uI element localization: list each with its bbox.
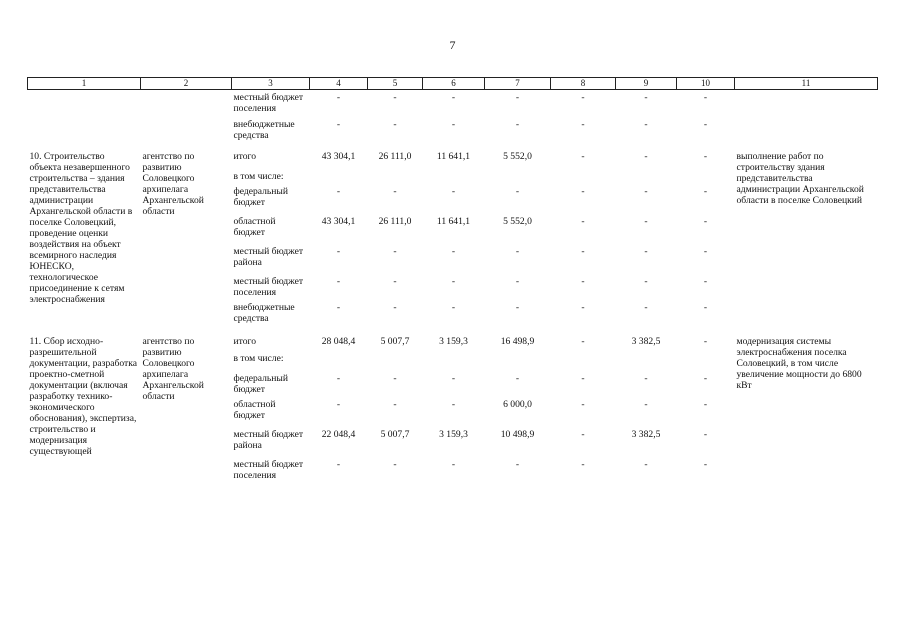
value-cell: - bbox=[336, 459, 341, 470]
funding-source: итого bbox=[233, 151, 256, 162]
funding-source: местный бюджет района bbox=[233, 429, 304, 451]
value-cell: 43 304,1 bbox=[321, 151, 356, 162]
funding-source: в том числе: bbox=[233, 353, 284, 364]
column-header: 5 bbox=[368, 78, 423, 90]
value-cell: - bbox=[644, 246, 648, 257]
table-row bbox=[28, 90, 878, 115]
funding-source: итого bbox=[233, 336, 256, 347]
value-cell: - bbox=[644, 276, 648, 287]
value-cell: - bbox=[393, 373, 397, 384]
value-cell: - bbox=[451, 399, 456, 410]
value-cell: - bbox=[515, 186, 520, 197]
responsible-agency: агентство по развитию Соловецкого архипелага Архангельской области bbox=[142, 151, 204, 217]
value-cell: - bbox=[393, 186, 397, 197]
project-name: 11. Сбор исходно-разрешительной документации, разработка проектно-сметной документации (включая разработку технико-экономического обоснования), экспертиза, строительство и модернизация существующей bbox=[29, 336, 138, 457]
value-cell: - bbox=[451, 186, 456, 197]
value-cell: - bbox=[703, 336, 708, 347]
value-cell: - bbox=[451, 459, 456, 470]
value-cell: 11 641,1 bbox=[436, 151, 471, 162]
value-cell: - bbox=[644, 302, 648, 313]
value-cell: - bbox=[644, 373, 648, 384]
value-cell: - bbox=[644, 92, 648, 103]
value-cell: - bbox=[451, 92, 456, 103]
value-cell: - bbox=[515, 276, 520, 287]
value-cell: 22 048,4 bbox=[321, 429, 356, 440]
value-cell: - bbox=[703, 373, 708, 384]
value-cell: 10 498,9 bbox=[500, 429, 535, 440]
funding-source: федеральный бюджет bbox=[233, 373, 289, 395]
value-cell: - bbox=[515, 373, 520, 384]
funding-source: внебюджетные средства bbox=[233, 119, 295, 141]
column-header: 6 bbox=[423, 78, 485, 90]
value-cell: - bbox=[581, 216, 585, 227]
value-cell: - bbox=[336, 119, 341, 130]
program-table bbox=[27, 77, 878, 481]
value-cell: - bbox=[393, 399, 397, 410]
value-cell: - bbox=[703, 246, 708, 257]
value-cell: - bbox=[393, 459, 397, 470]
value-cell: - bbox=[451, 119, 456, 130]
column-header: 10 bbox=[677, 78, 735, 90]
value-cell: 6 000,0 bbox=[503, 399, 532, 410]
value-cell: 3 382,5 bbox=[631, 429, 661, 440]
value-cell: 5 552,0 bbox=[503, 216, 532, 227]
value-cell: 28 048,4 bbox=[321, 336, 356, 347]
value-cell: 5 007,7 bbox=[380, 429, 410, 440]
funding-source: местный бюджет поселения bbox=[233, 92, 304, 114]
value-cell: 3 382,5 bbox=[631, 336, 661, 347]
value-cell: - bbox=[581, 92, 585, 103]
value-cell: 5 007,7 bbox=[380, 336, 410, 347]
value-cell: - bbox=[393, 276, 397, 287]
funding-source: областной бюджет bbox=[233, 399, 276, 421]
funding-source: внебюджетные средства bbox=[233, 302, 295, 324]
value-cell: - bbox=[581, 399, 585, 410]
value-cell: - bbox=[644, 399, 648, 410]
value-cell: - bbox=[703, 399, 708, 410]
value-cell: 26 111,0 bbox=[378, 151, 412, 162]
value-cell: - bbox=[393, 92, 397, 103]
value-cell: - bbox=[451, 373, 456, 384]
value-cell: - bbox=[581, 151, 585, 162]
value-cell: - bbox=[703, 429, 708, 440]
page-number: 7 bbox=[449, 38, 456, 52]
value-cell: - bbox=[336, 92, 341, 103]
value-cell: 16 498,9 bbox=[500, 336, 535, 347]
value-cell: - bbox=[581, 459, 585, 470]
value-cell: - bbox=[515, 92, 520, 103]
value-cell: - bbox=[336, 302, 341, 313]
value-cell: - bbox=[703, 216, 708, 227]
value-cell: 3 159,3 bbox=[439, 336, 468, 347]
value-cell: 43 304,1 bbox=[321, 216, 356, 227]
value-cell: - bbox=[703, 151, 708, 162]
table-row bbox=[28, 336, 878, 347]
column-header: 2 bbox=[141, 78, 232, 90]
expected-result: выполнение работ по строительству здания представительства администрации Архангельской области в поселке Соловецкий bbox=[736, 151, 864, 206]
value-cell: - bbox=[581, 246, 585, 257]
value-cell: - bbox=[393, 119, 397, 130]
value-cell: 5 552,0 bbox=[503, 151, 532, 162]
value-cell: - bbox=[393, 246, 397, 257]
value-cell: - bbox=[581, 373, 585, 384]
value-cell: - bbox=[336, 246, 341, 257]
value-cell: - bbox=[644, 186, 648, 197]
column-header: 8 bbox=[551, 78, 616, 90]
value-cell: - bbox=[451, 302, 456, 313]
value-cell: - bbox=[581, 186, 585, 197]
funding-source: федеральный бюджет bbox=[233, 186, 289, 208]
value-cell: 3 159,3 bbox=[439, 429, 468, 440]
value-cell: - bbox=[393, 302, 397, 313]
value-cell: - bbox=[451, 276, 456, 287]
value-cell: - bbox=[644, 151, 648, 162]
value-cell: 26 111,0 bbox=[378, 216, 412, 227]
value-cell: - bbox=[703, 186, 708, 197]
value-cell: - bbox=[515, 459, 520, 470]
value-cell: - bbox=[451, 246, 456, 257]
table-row bbox=[28, 114, 878, 141]
table-row bbox=[28, 151, 878, 162]
funding-source: местный бюджет поселения bbox=[233, 459, 304, 481]
value-cell: - bbox=[336, 399, 341, 410]
value-cell: - bbox=[703, 302, 708, 313]
value-cell: - bbox=[644, 459, 648, 470]
responsible-agency: агентство по развитию Соловецкого архипелага Архангельской области bbox=[142, 336, 204, 402]
value-cell: - bbox=[336, 373, 341, 384]
value-cell: - bbox=[515, 119, 520, 130]
project-name: 10. Строительство объекта незавершенного строительства – здания представительства администрации Архангельской области в поселке Соловецкий, проведение оценки воздействия на объект всемирного наследия ЮНЕСКО, технологическое присоединение к сетям электроснабжения bbox=[29, 151, 133, 305]
value-cell: - bbox=[644, 119, 648, 130]
value-cell: - bbox=[581, 302, 585, 313]
funding-source: в том числе: bbox=[233, 171, 284, 182]
funding-source: областной бюджет bbox=[233, 216, 276, 238]
expected-result: модернизация системы электроснабжения поселка Соловецкий, в том числе увеличение мощности до 6800 кВт bbox=[736, 336, 862, 391]
value-cell: - bbox=[703, 276, 708, 287]
column-header: 3 bbox=[232, 78, 310, 90]
value-cell: - bbox=[644, 216, 648, 227]
column-header: 4 bbox=[310, 78, 368, 90]
column-number-row bbox=[28, 78, 878, 90]
column-header: 11 bbox=[735, 78, 878, 90]
value-cell: - bbox=[581, 276, 585, 287]
value-cell: - bbox=[581, 429, 585, 440]
funding-source: местный бюджет района bbox=[233, 246, 304, 268]
value-cell: - bbox=[703, 92, 708, 103]
value-cell: - bbox=[703, 459, 708, 470]
value-cell: - bbox=[515, 246, 520, 257]
value-cell: 11 641,1 bbox=[436, 216, 471, 227]
column-header: 7 bbox=[485, 78, 551, 90]
column-header: 9 bbox=[616, 78, 677, 90]
value-cell: - bbox=[336, 276, 341, 287]
value-cell: - bbox=[336, 186, 341, 197]
value-cell: - bbox=[703, 119, 708, 130]
value-cell: - bbox=[515, 302, 520, 313]
value-cell: - bbox=[581, 119, 585, 130]
column-header: 1 bbox=[28, 78, 141, 90]
value-cell: - bbox=[581, 336, 585, 347]
funding-source: местный бюджет поселения bbox=[233, 276, 304, 298]
